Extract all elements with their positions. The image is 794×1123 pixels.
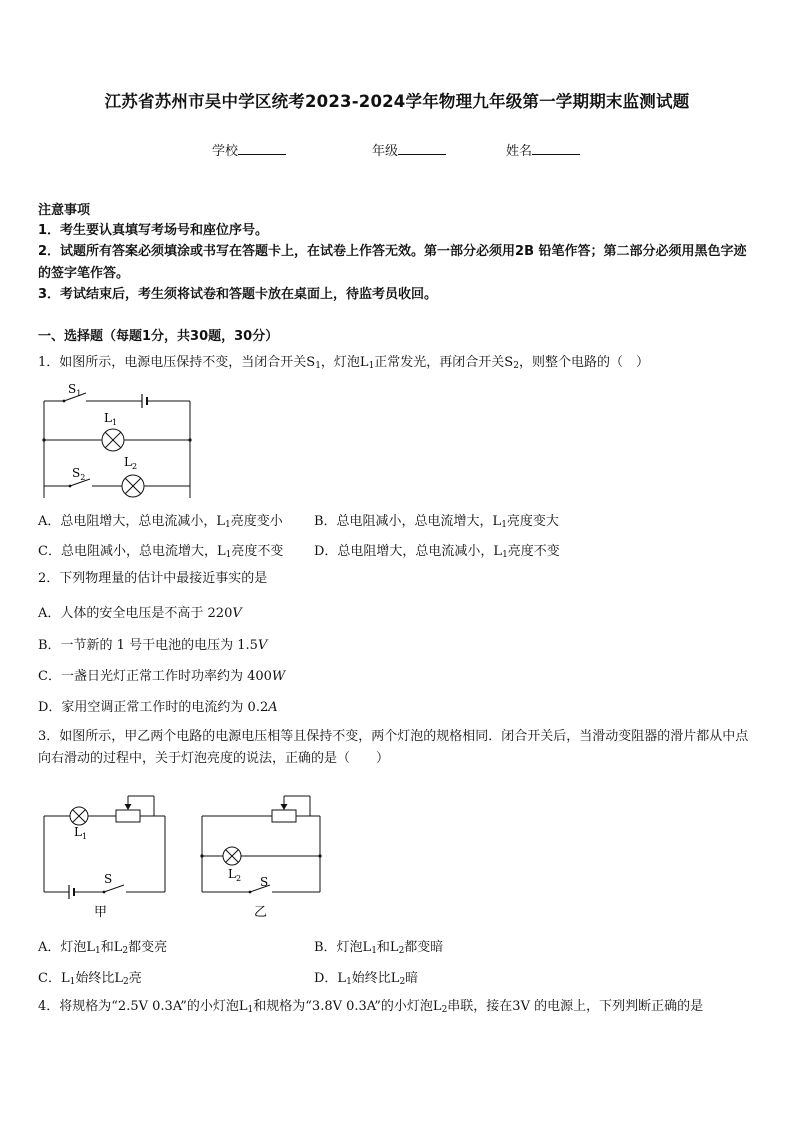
q1-stem: 1．如图所示，电源电压保持不变，当闭合开关$S_1$，灯泡$L_1$正常发光，再闭合开关$S_2$，则整个电路的（ ） xyxy=(38,355,649,371)
q2-option-d[interactable]: D．家用空调正常工作时的电流约为 0.2A xyxy=(38,700,278,715)
notice-heading: 注意事项 xyxy=(38,203,91,218)
q3-option-d[interactable]: D．$L_1$始终比$L_2$暗 xyxy=(314,971,419,987)
school-blank xyxy=(238,142,286,155)
q3-stem: 3．如图所示，甲乙两个电路的电源电压相等且保持不变，两个灯泡的规格相同．闭合开关后，当滑动变阻器的滑片都从中点向右滑动的过程中，关于灯泡亮度的说法，正确的是（ ） xyxy=(38,729,749,766)
q2-stem: 2．下列物理量的估计中最接近事实的是 xyxy=(38,571,268,586)
q2-option-b[interactable]: B．一节新的 1 号干电池的电压为 1.5V xyxy=(38,638,268,653)
q3-l1-label: $L_1$ xyxy=(74,825,88,841)
q3-s-label-jia: S xyxy=(104,872,113,886)
q1-option-b[interactable]: B．总电阻减小，总电流增大，$L_1$亮度变大 xyxy=(314,514,559,530)
q3-s-label-yi: S xyxy=(260,875,269,889)
school-field[interactable] xyxy=(212,140,286,159)
q1-l1-label: $L_1$ xyxy=(104,411,118,427)
section-heading: 一、选择题（每题1分，共30题，30分） xyxy=(38,329,279,344)
q1-s2-label: $S_2$ xyxy=(72,466,86,482)
q3-l2-label: $L_2$ xyxy=(228,867,242,883)
q4-stem: 4．将规格为“2.5V 0.3A”的小灯泡$L_1$和规格为“3.8V 0.3A”的小灯泡$L_2$串联，接在3V 的电源上，下列判断正确的是 xyxy=(38,999,704,1015)
q3-option-c[interactable]: C．$L_1$始终比$L_2$亮 xyxy=(38,971,142,987)
student-info-row xyxy=(0,140,794,160)
q2-option-a[interactable]: A．人体的安全电压是不高于 220V xyxy=(38,606,242,621)
exam-title: 江苏省苏州市吴中学区统考2023-2024学年物理九年级第一学期期末监测试题 xyxy=(104,92,690,111)
q1-s1-label: $S_1$ xyxy=(68,382,82,398)
q1-l2-label: $L_2$ xyxy=(124,455,138,471)
grade-blank xyxy=(398,142,446,155)
q1-option-d[interactable]: D．总电阻增大，总电流减小，$L_1$亮度不变 xyxy=(314,544,560,560)
name-label: 姓名 xyxy=(506,144,533,159)
notice-item-1: 1．考生要认真填写考场号和座位序号。 xyxy=(38,223,269,238)
grade-field[interactable] xyxy=(372,140,446,159)
name-blank xyxy=(532,142,580,155)
q1-option-a[interactable]: A．总电阻增大，总电流减小，$L_1$亮度变小 xyxy=(38,514,283,530)
q3-jia-label: 甲 xyxy=(94,905,108,920)
q3-circuit-diagram-yi xyxy=(196,790,331,922)
q3-yi-label: 乙 xyxy=(254,905,268,920)
q3-option-b[interactable]: B．灯泡$L_1$和$L_2$都变暗 xyxy=(314,940,444,956)
school-label: 学校 xyxy=(212,144,239,159)
q1-option-c[interactable]: C．总电阻减小，总电流增大，$L_1$亮度不变 xyxy=(38,544,284,560)
q3-circuit-diagram-jia xyxy=(38,790,173,922)
name-field[interactable] xyxy=(506,140,580,159)
notice-item-3: 3．考试结束后，考生须将试卷和答题卡放在桌面上，待监考员收回。 xyxy=(38,287,438,302)
grade-label: 年级 xyxy=(372,144,399,159)
q1-circuit-diagram xyxy=(38,378,203,500)
notice-item-2: 2．试题所有答案必须填涂或书写在答题卡上，在试卷上作答无效。第一部分必须用2B 铅笔作答；第二部分必须用黑色字迹的签字笔作答。 xyxy=(38,244,747,281)
q3-option-a[interactable]: A．灯泡$L_1$和$L_2$都变亮 xyxy=(38,940,168,956)
q2-option-c[interactable]: C．一盏日光灯正常工作时功率约为 400W xyxy=(38,669,286,684)
